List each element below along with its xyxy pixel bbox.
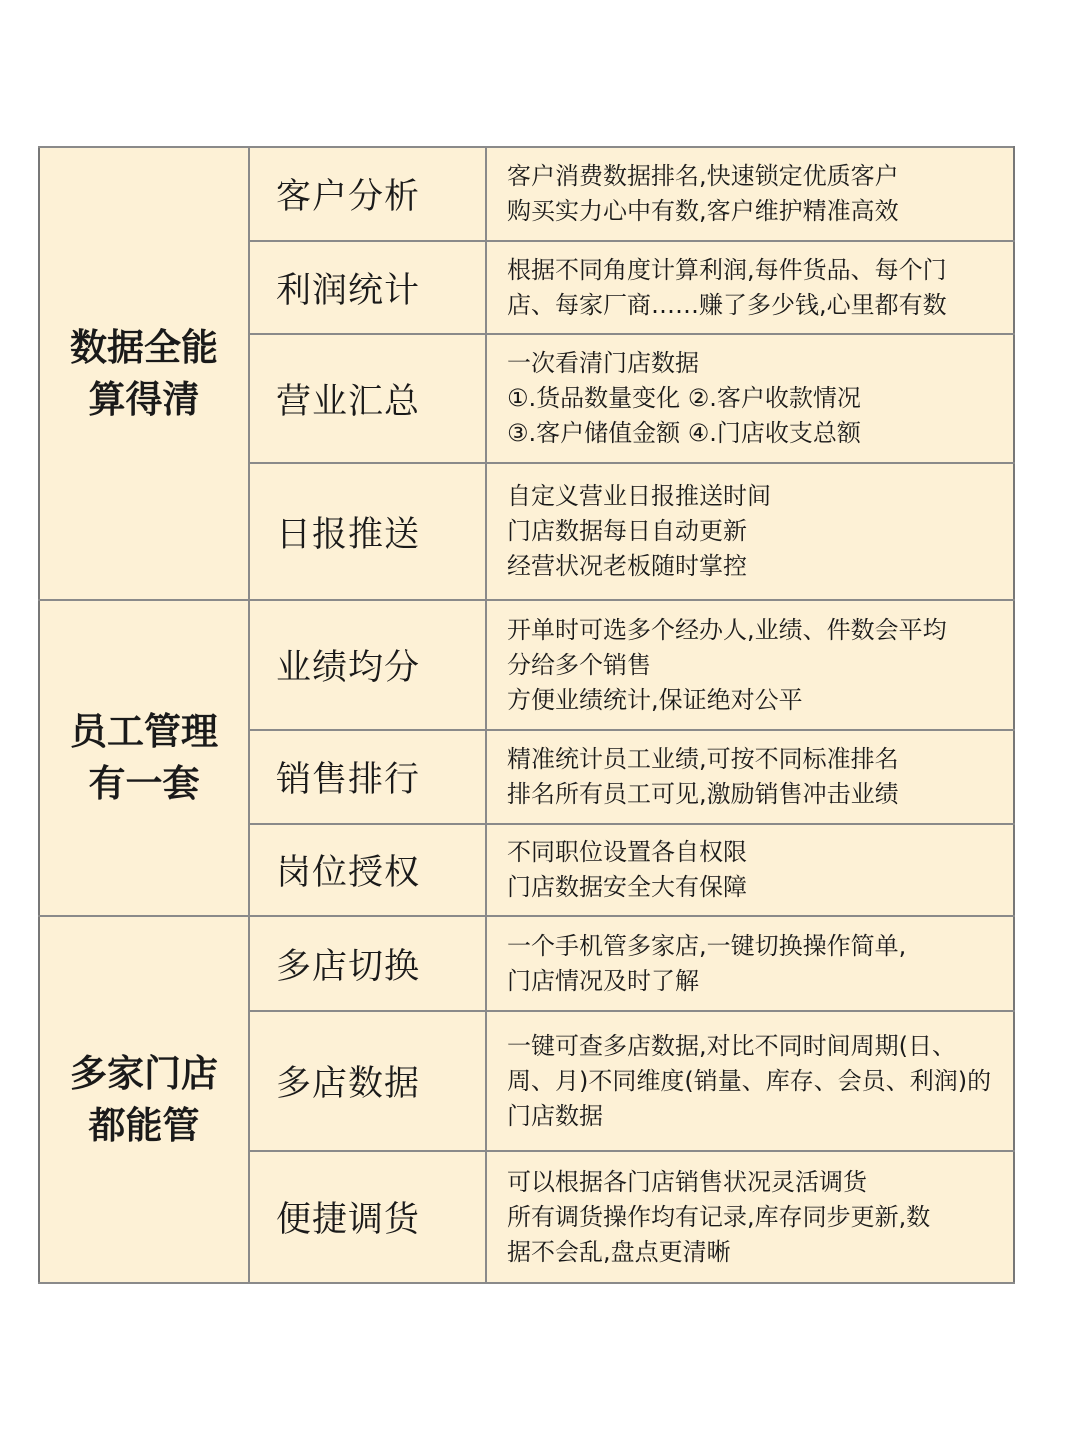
description-line: 精准统计员工业绩,可按不同标准排名: [507, 745, 899, 773]
feature-table: [38, 146, 1015, 1284]
description-line: 所有调货操作均有记录,库存同步更新,数: [507, 1202, 931, 1231]
description-line: 根据不同角度计算利润,每件货品、每个门: [507, 255, 947, 284]
description-line: 据不会乱,盘点更清晰: [507, 1237, 731, 1266]
category-label: 算得清: [88, 377, 200, 421]
description-line: 一次看清门店数据: [507, 349, 699, 377]
feature-name: 营业汇总: [249, 334, 486, 463]
category-cell: [39, 600, 249, 916]
description-line: 周、月)不同维度(销量、库存、会员、利润)的: [507, 1066, 992, 1095]
description-line: 购买实力心中有数,客户维护精准高效: [507, 197, 899, 225]
description-line: 不同职位设置各自权限: [507, 838, 747, 866]
category-label: 数据全能: [70, 325, 218, 369]
feature-description: [486, 1011, 1014, 1151]
description-line: 一个手机管多家店,一键切换操作简单,: [507, 931, 907, 960]
category-label: 都能管: [88, 1103, 200, 1147]
feature-description: [486, 916, 1014, 1011]
category-label: 员工管理: [70, 710, 218, 753]
feature-description: [486, 600, 1014, 730]
feature-description: [486, 730, 1014, 824]
feature-description: [486, 463, 1014, 600]
description-line: ③.客户储值金额 ④.门店收支总额: [507, 419, 861, 447]
feature-name: 岗位授权: [249, 824, 486, 916]
description-line: 门店情况及时了解: [507, 966, 699, 995]
description-line: 排名所有员工可见,激励销售冲击业绩: [507, 780, 899, 808]
feature-description: [486, 1151, 1014, 1283]
feature-description: [486, 241, 1014, 334]
description-line: 一键可查多店数据,对比不同时间周期(日、: [507, 1031, 956, 1060]
category-cell: [39, 147, 249, 600]
description-line: ①.货品数量变化 ②.客户收款情况: [507, 384, 861, 412]
table-row: [39, 147, 1014, 241]
description-line: 经营状况老板随时掌控: [507, 552, 747, 580]
description-line: 方便业绩统计,保证绝对公平: [507, 685, 803, 714]
description-line: 店、每家厂商……赚了多少钱,心里都有数: [507, 290, 947, 319]
category-label: 多家门店: [70, 1051, 218, 1095]
category-cell: [39, 916, 249, 1283]
feature-name: 客户分析: [249, 147, 486, 241]
description-line: 自定义营业日报推送时间: [507, 482, 771, 510]
description-line: 客户消费数据排名,快速锁定优质客户: [507, 162, 899, 190]
feature-name: 多店数据: [249, 1011, 486, 1151]
feature-name: 销售排行: [249, 730, 486, 824]
feature-name: 利润统计: [249, 241, 486, 334]
feature-description: [486, 824, 1014, 916]
description-line: 分给多个销售: [507, 650, 651, 679]
feature-name: 多店切换: [249, 916, 486, 1011]
feature-name: 业绩均分: [249, 600, 486, 730]
feature-name: 日报推送: [249, 463, 486, 600]
description-line: 门店数据安全大有保障: [507, 873, 747, 901]
feature-description: [486, 334, 1014, 463]
description-line: 门店数据每日自动更新: [507, 517, 747, 545]
table-row: [39, 600, 1014, 730]
description-line: 开单时可选多个经办人,业绩、件数会平均: [507, 615, 947, 644]
feature-name: 便捷调货: [249, 1151, 486, 1283]
feature-description: [486, 147, 1014, 241]
table-row: [39, 916, 1014, 1011]
description-line: 可以根据各门店销售状况灵活调货: [507, 1167, 867, 1196]
description-line: 门店数据: [507, 1101, 603, 1130]
category-label: 有一套: [88, 762, 200, 805]
